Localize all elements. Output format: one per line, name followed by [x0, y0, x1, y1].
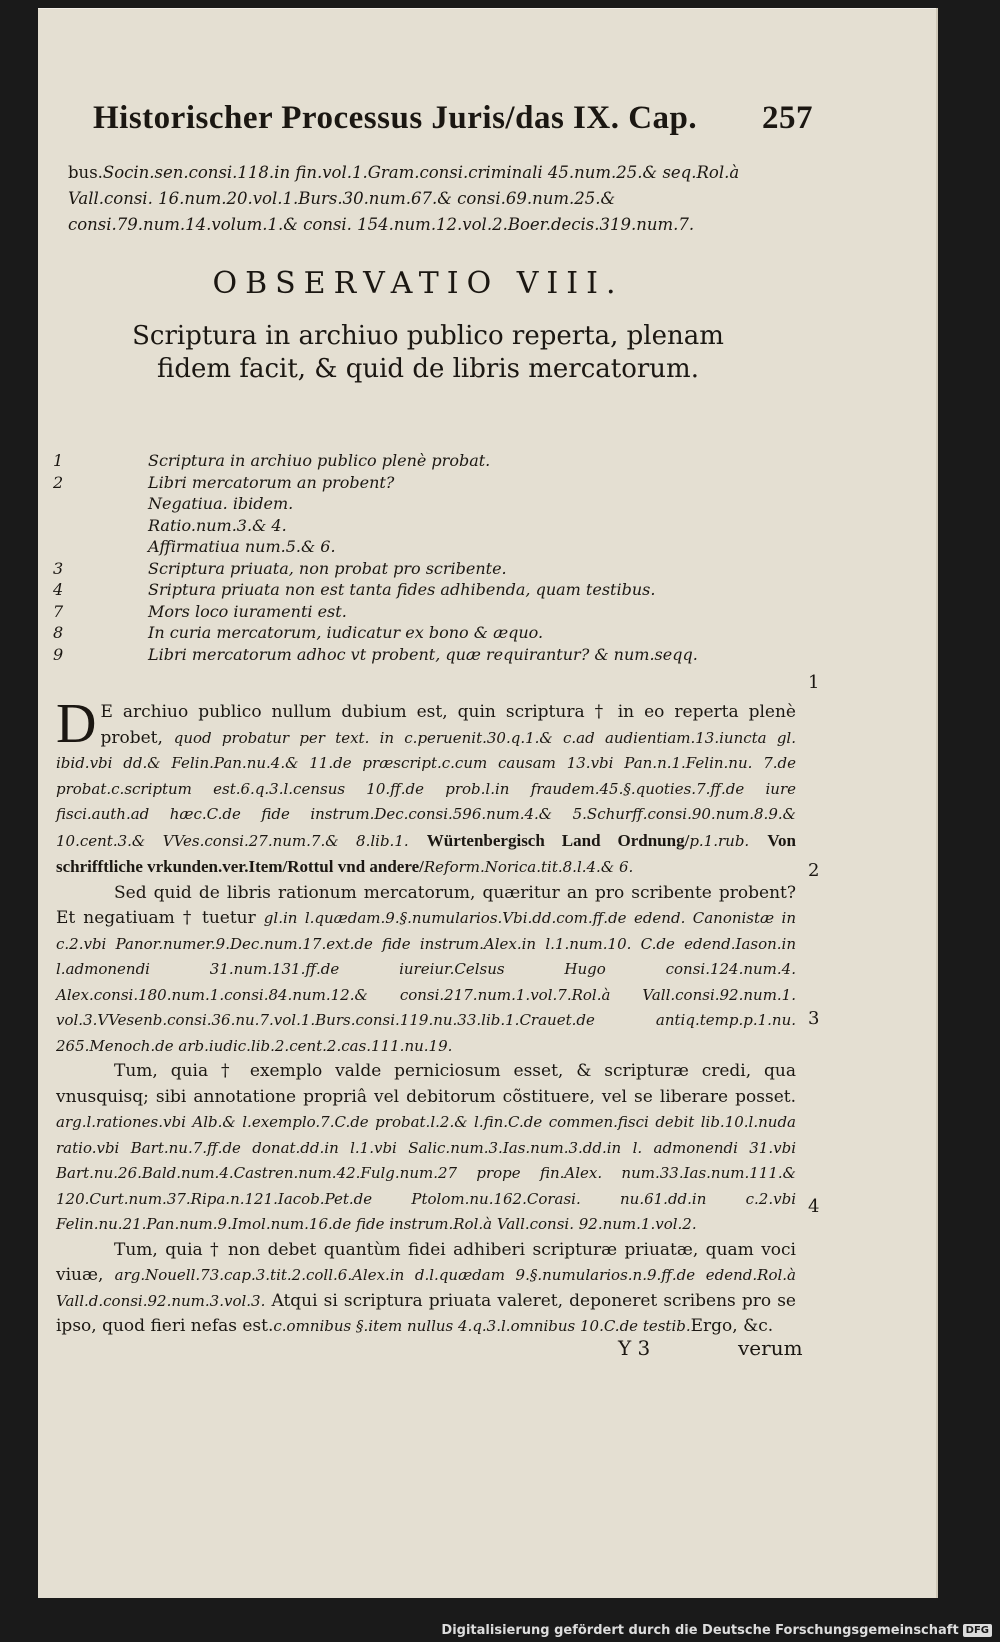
summary-text: In curia mercatorum, iudicatur ex bono & æquo. — [148, 623, 544, 642]
paragraph-text: Sed quid de libris rationum mercatorum, quæritur an pro scribente probent? Et negatiuam † tuetur — [56, 882, 796, 928]
paragraph-text: Atqui si scriptura priuata valeret, deponeret scribens pro se ipso, quod fieri nefas est. — [56, 1290, 796, 1336]
citation: p.1.rub. — [689, 831, 750, 850]
summary-item — [53, 472, 773, 494]
summary-item — [53, 644, 773, 666]
summary-number: 8 — [53, 623, 64, 642]
page-edge — [38, 8, 936, 9]
summary-item — [53, 515, 773, 537]
paragraph-text: Ergo, &c. — [690, 1316, 774, 1336]
margin-number: 3 — [808, 1008, 820, 1029]
observatio-title: Scriptura in archiuo publico reperta, plenam fidem facit, & quid de libris mercatorum. — [132, 321, 724, 384]
paragraph-text: Tum, quia † non debet quantùm fidei adhiberi scripturæ priuatæ, quam voci viuæ, — [56, 1239, 796, 1285]
running-header — [93, 100, 813, 137]
summary-number: 7 — [53, 601, 64, 621]
summary-text: Libri mercatorum an probent? — [148, 472, 395, 492]
document-page — [38, 8, 938, 1598]
summary-item — [53, 622, 773, 644]
summary-item — [53, 601, 773, 623]
summary-text: Ratio.num.3.& 4. — [148, 515, 287, 535]
citation: arg.l.rationes.vbi Alb.& l.exemplo.7.C.de probat.l.2.& l.fin.C.de commen.fisci debit lib.10.l.nuda ratio.vbi Bart.nu.7.ff.de donat.dd.in l.1.vbi Salic.num.3.Ias.num.3.dd.in l. admonendi 31.vbi Bart.nu.26.Bald.num.4.Castren.num.42.Fulg.num.27 prope fin.Alex. num.33.Ias.num.111.& 120.Curt.num.37.Ripa.n.121.Iacob.Pet.de Ptolom.nu.162.Corasi. nu.61.dd.in c.2.vbi Felin.nu.21.Pan.num.9.Imol.num.16.de fide instrum.Rol.à Vall.consi. 92.num.1.vol.2. — [56, 1113, 796, 1233]
citation: quod probatur per text. in c.peruenit.30.q.1.& c.ad audientiam.13.iuncta gl. ibid.vbi dd.& Felin.Pan.nu.4.& 11.de præscript.c.cum causam 13.vbi Pan.n.1.Felin.nu. 7.de probat.c.scriptum est.6.q.3.l.census 10.ff.de prob.l.in fraudem.45.§.quoties.7.ff.de iure fisci.auth.ad hæc.C.de fide instrum.Dec.consi.596.num.4.& 5.Schurff.consi.90.num.8.9.& 10.cent.3.& VVes.consi.27.num.7.& 8.lib.1. — [56, 728, 796, 850]
summary-number: 3 — [53, 558, 64, 578]
paragraph — [56, 1059, 796, 1238]
margin-number: 4 — [808, 1196, 820, 1217]
summary-number: 2 — [53, 472, 64, 492]
summary-item — [53, 493, 773, 515]
credit-text: Digitalisierung gefördert durch die Deutsche Forschungsgemeinschaft — [441, 1623, 959, 1638]
body-text — [56, 693, 796, 1340]
summary-number: 1 — [53, 451, 64, 470]
drop-cap: D — [56, 693, 97, 755]
summary-item — [53, 579, 773, 601]
margin-number: 1 — [808, 672, 820, 693]
german-citation: Von schrifftliche vrkunden.ver.Item/Rottul vnd andere/ — [56, 830, 796, 876]
citation: gl.in l.quædam.9.§.numularios.Vbi.dd.com.ff.de edend. Canonistæ in c.2.vbi Panor.numer.9.Dec.num.17.ext.de fide instrum.Alex.in l.1.num.10. C.de edend.Iason.in l.admonendi 31.num.131.ff.de iureiur.Celsus Hugo consi.124.num.4. Alex.consi.180.num.1.consi.84.num.12.& consi.217.num.1.vol.7.Rol.à Vall.consi.92.num.1. vol.3.VVesenb.consi.36.nu.7.vol.1.Burs.consi.119.nu.33.lib.1.Crauet.de antiq.temp.p.1.nu. 265.Menoch.de arb.iudic.lib.2.cent.2.cas.111.nu.19. — [56, 909, 796, 1055]
continuation-lead: bus. — [68, 163, 103, 182]
page-number: 257 — [762, 100, 813, 136]
paragraph — [56, 881, 796, 1060]
paragraph-text: E archiuo publico nullum dubium est, quin scriptura † in eo reperta plenè probet, — [100, 702, 796, 748]
paragraph — [56, 1238, 796, 1340]
citation: c.omnibus §.item nullus 4.q.3.l.omnibus 10.C.de testib. — [273, 1317, 691, 1335]
signature-mark: Y 3 — [618, 1336, 651, 1360]
digitization-credit — [441, 1623, 992, 1638]
summary-text: Scriptura priuata, non probat pro scribente. — [148, 558, 507, 578]
catchword: verum — [738, 1336, 803, 1360]
observatio-heading: OBSERVATIO VIII. — [212, 266, 624, 301]
summary-text: Sriptura priuata non est tanta fides adhibenda, quam testibus. — [148, 580, 656, 599]
margin-number: 2 — [808, 860, 820, 881]
summary-item — [53, 450, 773, 472]
citation: Reform.Norica.tit.8.l.4.& 6. — [423, 858, 634, 876]
summary-number: 4 — [53, 580, 64, 599]
paragraph-text: Tum, quia † exemplo valde perniciosum esset, & scripturæ credi, qua vnusquisq; sibi annotatione propriâ vel debitorum cõstituere, vel se liberare posset. — [56, 1061, 796, 1107]
continuation-text: Socin.sen.consi.118.in fin.vol.1.Gram.consi.criminali 45.num.25.& seq.Rol.à Vall.consi. 16.num.20.vol.1.Burs.30.num.67.& consi.69.num.25.& consi.79.num.14.volum.1.& consi. 154.num.12.vol.2.Boer.decis.319.num.7. — [68, 163, 740, 234]
header-title: Historischer Processus Juris/das IX. Cap. — [93, 100, 698, 136]
german-citation: Würtenbergisch Land Ordnung/ — [426, 830, 690, 850]
citation: arg.Nouell.73.cap.3.tit.2.coll.6.Alex.in d.l.quædam 9.§.numularios.n.9.ff.de edend.Rol.à Vall.d.consi.92.num.3.vol.3. — [56, 1266, 796, 1310]
summary-text: Libri mercatorum adhoc vt probent, quæ requirantur? & num.seqq. — [148, 644, 698, 664]
paragraph — [56, 693, 796, 881]
summary-item — [53, 558, 773, 580]
summary-text: Scriptura in archiuo publico plenè probat. — [148, 451, 491, 470]
summary-list — [53, 450, 773, 665]
summary-text: Negatiua. ibidem. — [148, 494, 294, 513]
summary-text: Mors loco iuramenti est. — [148, 601, 347, 621]
continuation-citations — [68, 160, 788, 238]
summary-text: Affirmatiua num.5.& 6. — [148, 537, 336, 556]
summary-number: 9 — [53, 644, 64, 664]
summary-item — [53, 536, 773, 558]
dfg-logo: DFG — [963, 1624, 992, 1637]
